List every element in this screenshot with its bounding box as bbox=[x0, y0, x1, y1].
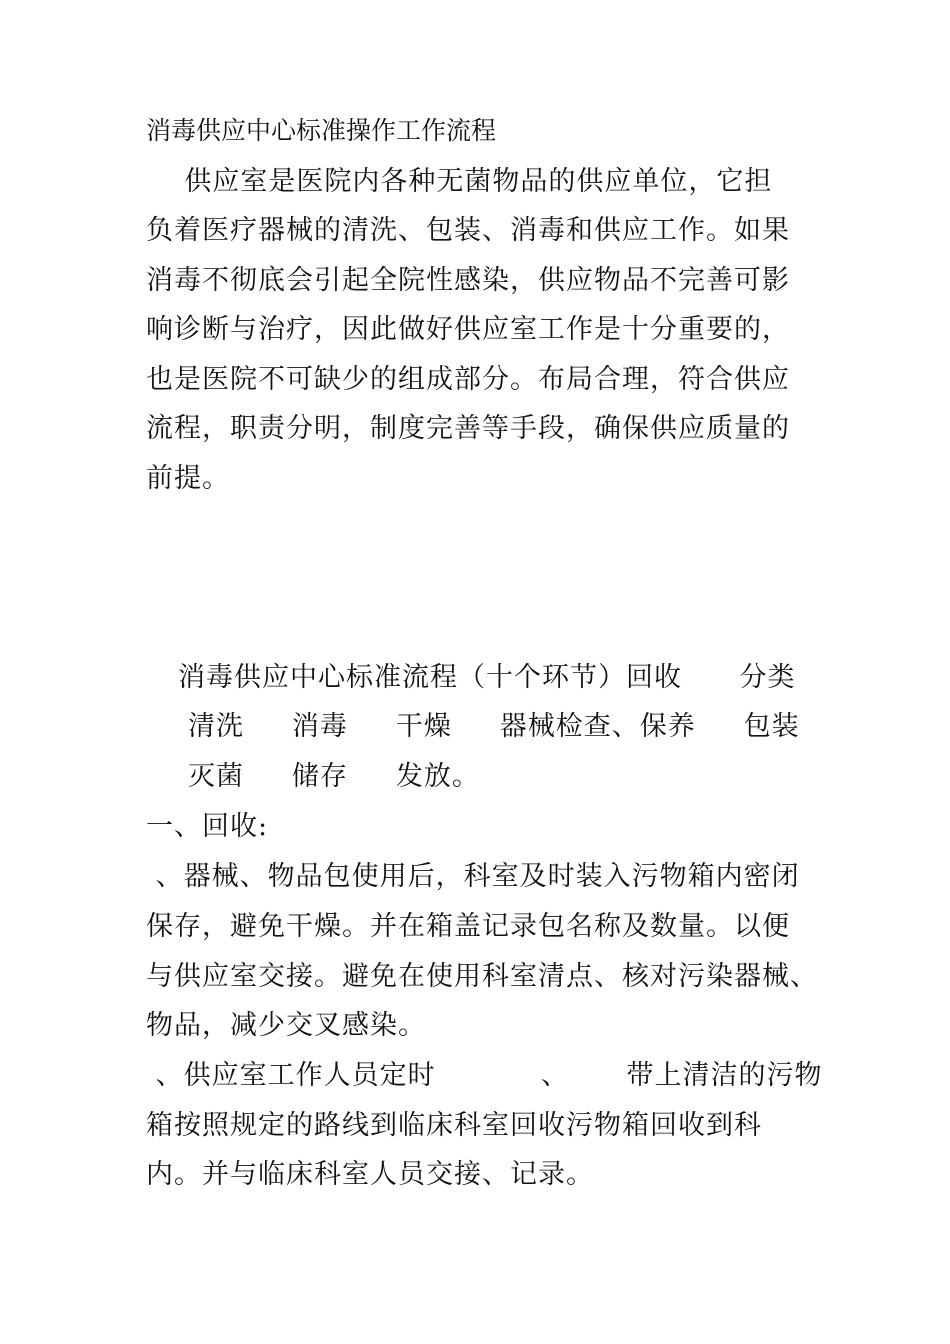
section-paragraph-line: 物品，减少交叉感染。 bbox=[146, 1010, 426, 1041]
section-paragraph-line: 与供应室交接。避免在使用科室清点、核对污染器械、 bbox=[146, 961, 818, 992]
process-line: 清洗 消毒 干燥 器械检查、保养 包装 bbox=[188, 711, 800, 742]
section-paragraph-line: 保存，避免干燥。并在箱盖记录包名称及数量。以便 bbox=[146, 911, 790, 942]
document-title: 消毒供应中心标准操作工作流程 bbox=[146, 116, 497, 145]
process-line: 灭菌 储存 发放。 bbox=[188, 761, 480, 792]
intro-paragraph-line: 负着医疗器械的清洗、包装、消毒和供应工作。如果 bbox=[146, 215, 790, 246]
intro-paragraph-line: 前提。 bbox=[146, 463, 230, 494]
section-paragraph-line: 、供应室工作人员定时 、 带上清洁的污物 bbox=[146, 1060, 823, 1091]
process-line: 消毒供应中心标准流程（十个环节）回收 分类 bbox=[178, 662, 796, 693]
intro-paragraph-line: 也是医院不可缺少的组成部分。布局合理，符合供应 bbox=[146, 364, 790, 395]
intro-paragraph-line: 供应室是医院内各种无菌物品的供应单位，它担 bbox=[146, 166, 773, 197]
intro-paragraph-line: 消毒不彻底会引起全院性感染，供应物品不完善可影 bbox=[146, 265, 790, 296]
intro-paragraph-line: 流程，职责分明，制度完善等手段，确保供应质量的 bbox=[146, 413, 790, 444]
intro-paragraph-line: 响诊断与治疗，因此做好供应室工作是十分重要的， bbox=[146, 314, 790, 345]
section-heading: 一、回收: bbox=[146, 811, 269, 842]
section-paragraph-line: 内。并与临床科室人员交接、记录。 bbox=[146, 1159, 594, 1190]
section-paragraph-line: 箱按照规定的路线到临床科室回收污物箱回收到科 bbox=[146, 1110, 762, 1141]
section-paragraph-line: 、器械、物品包使用后，科室及时装入污物箱内密闭 bbox=[146, 861, 800, 892]
